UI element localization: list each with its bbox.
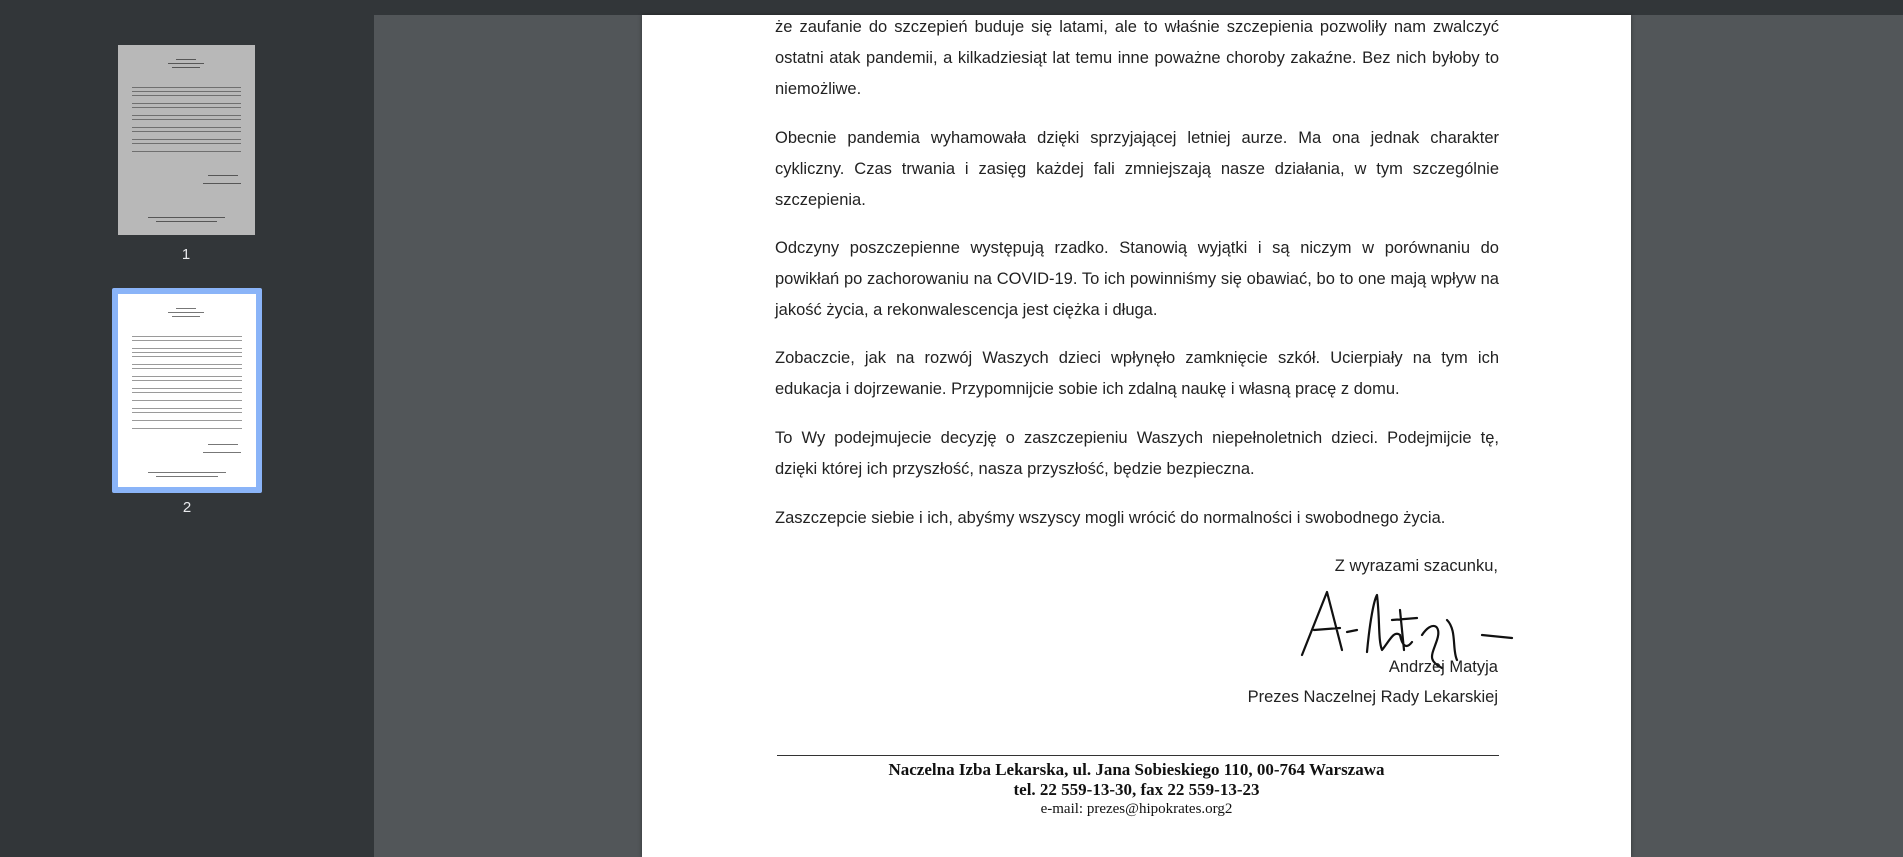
paragraph-4: Zobaczcie, jak na rozwój Waszych dzieci wpłynęło zamknięcie szkół. Ucierpiały na tym ich edukacja i dojrzewanie. Przypomnijcie sobie ich zdalną naukę i własną pracę z domu. [775, 349, 1499, 398]
page-thumbnail-1-image [118, 45, 255, 235]
vertical-scrollbar[interactable] [1893, 15, 1903, 857]
page-thumbnail-2[interactable] [112, 288, 262, 493]
signatory-title: Prezes Naczelnej Rady Lekarskiej [1247, 688, 1498, 706]
closing-line: Z wyrazami szacunku, [1334, 557, 1498, 575]
paragraph-5: To Wy podejmujecie decyzję o zaszczepieniu Waszych niepełnoletnich dzieci. Podejmijcie tę, dzięki której ich przyszłość, nasza przyszłość, będzie bezpieczna. [775, 429, 1499, 478]
paragraph-3: Odczyny poszczepienne występują rzadko. Stanowią wyjątki i są niczym w porównaniu do powikłań po zachorowaniu na COVID-19. To ich powinniśmy się obawiać, bo to one mają wpływ na jakość życia, a rekonwalescencja jest ciężka i długa. [775, 239, 1499, 319]
footer-address: Naczelna Izba Lekarska, ul. Jana Sobieskiego 110, 00-764 Warszawa [888, 760, 1385, 779]
signatory-name: Andrzej Matyja [1388, 658, 1498, 676]
footer-email: e-mail: prezes@hipokrates.org2 [1040, 801, 1233, 817]
page-number-2: 2 [182, 499, 192, 516]
thumbnail-sidebar[interactable] [0, 15, 374, 857]
document-page [642, 15, 1631, 857]
footer-divider [777, 755, 1499, 756]
page-number-1: 1 [181, 246, 191, 263]
paragraph-1: że zaufanie do szczepień buduje się latami, ale to właśnie szczepienia pozwoliły nam zwalczyć ostatni atak pandemii, a kilkadziesiąt lat temu inne poważne choroby zakaźne. Bez nich byłoby to niemożliwe. [775, 18, 1499, 98]
page-thumbnail-1[interactable] [118, 45, 255, 235]
paragraph-2: Obecnie pandemia wyhamowała dzięki sprzyjającej letniej aurze. Ma ona jednak charakter cykliczny. Czas trwania i zasięg każdej fali zmniejszają nasze działania, w tym szczególnie szczepienia. [775, 129, 1499, 209]
footer-phone: tel. 22 559-13-30, fax 22 559-13-23 [1013, 780, 1260, 799]
handwritten-signature [1282, 580, 1582, 670]
page-thumbnail-2-image [118, 294, 256, 487]
paragraph-6: Zaszczepcie siebie i ich, abyśmy wszyscy mogli wrócić do normalności i swobodnego życia. [775, 509, 1446, 527]
